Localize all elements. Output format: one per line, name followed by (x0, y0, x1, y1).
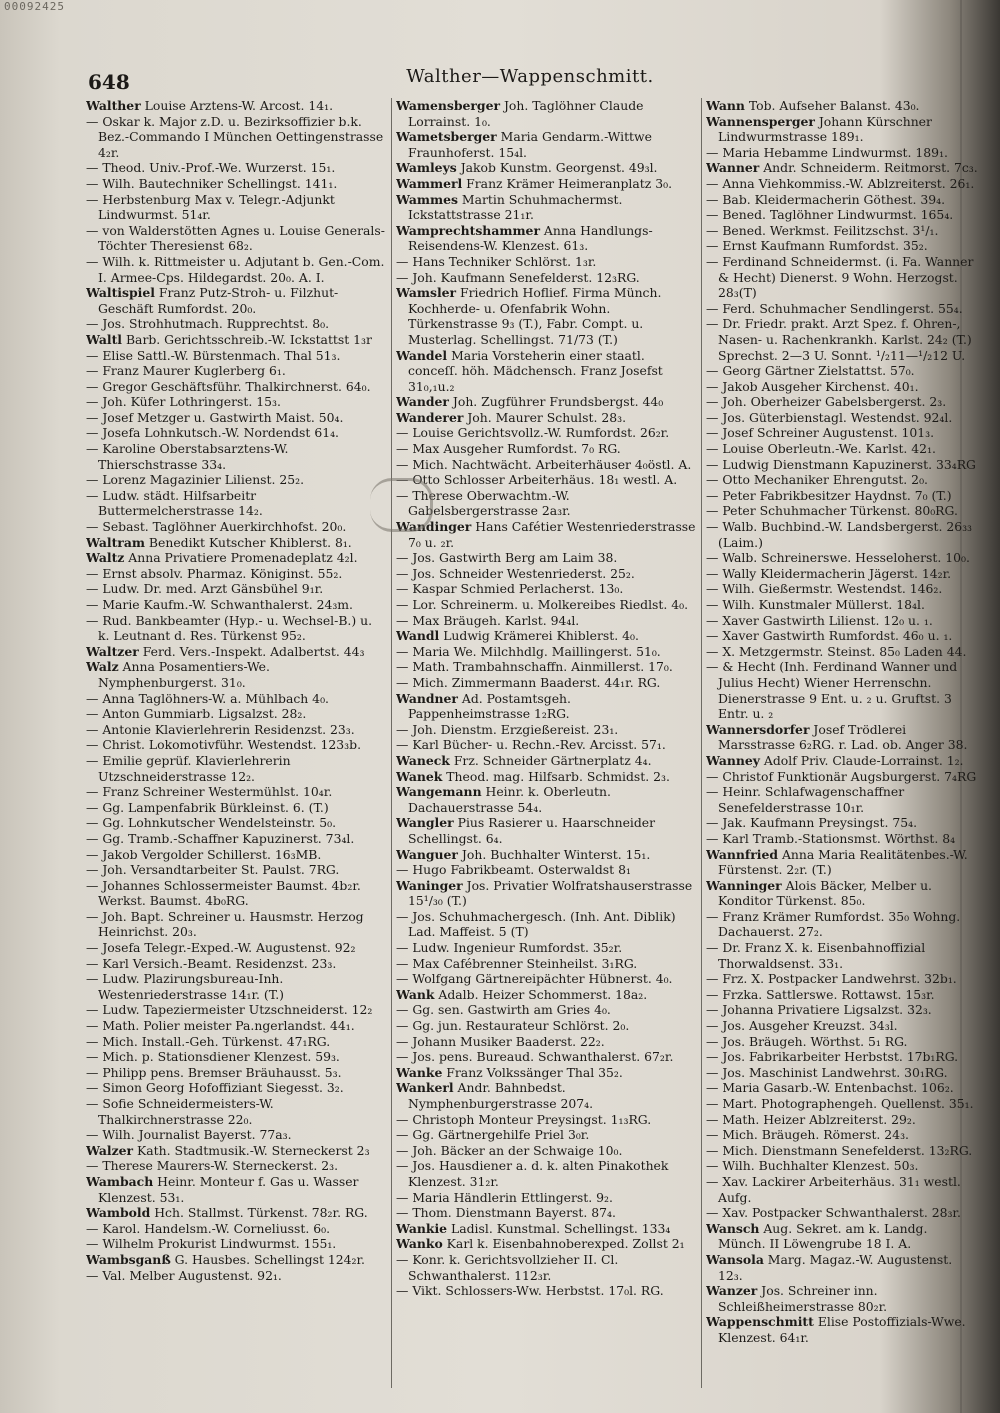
directory-entry: — Heinr. Schlafwagenschaffner Senefelderstrasse 10₁r. (706, 784, 905, 815)
directory-entry: — Wilh. Bautechniker Schellingst. 141₁. (86, 175, 338, 191)
directory-entry: — Maria Händlerin Ettlingerst. 9₂. (396, 1189, 613, 1205)
directory-entry: Waltispiel Franz Putz-Stroh- u. Filzhut-Geschäft Rumfordst. 20₀. (86, 285, 339, 316)
adjacent-page-edge (982, 70, 1000, 1370)
directory-entry: Waneck Frz. Schneider Gärtnerplatz 4₄. (396, 752, 652, 768)
directory-entry: — Anna Taglöhners-W. a. Mühlbach 4₀. (86, 690, 329, 706)
directory-entry: — Math. Trambahnschaffn. Ainmillerst. 17₀. (396, 659, 673, 675)
directory-entry: — & Hecht (Inh. Ferdinand Wanner und Julius Hecht) Wiener Herrenschn. Dienerstrasse 9 Ent. u. ₂ u. Gruftst. 3 Entr. u. ₂ (706, 659, 958, 722)
directory-entry: Wanke Franz Volkssänger Thal 35₂. (396, 1064, 623, 1080)
directory-entry: Wankie Ladisl. Kunstmal. Schellingst. 133₄ (396, 1220, 671, 1236)
directory-entry: — Peter Schuhmacher Türkenst. 80₀RG. (706, 503, 958, 519)
directory-entry: — Mich. Install.-Geh. Türkenst. 47₁RG. (86, 1033, 331, 1049)
directory-entry: — Gg. Lampenfabrik Bürkleinst. 6. (T.) (86, 799, 329, 815)
directory-entry: — Gg. Lohnkutscher Wendelsteinstr. 5₀. (86, 815, 337, 831)
directory-entry: — Joh. Kaufmann Senefelderst. 12₃RG. (396, 269, 640, 285)
directory-entry: — Rud. Bankbeamter (Hyp.- u. Wechsel-B.) u. k. Leutnant d. Res. Türkenst 95₂. (86, 612, 373, 644)
directory-entry: Walzer Kath. Stadtmusik.-W. Sterneckerst 2₃ (86, 1142, 370, 1158)
directory-entry: Wann Tob. Aufseher Balanst. 43₀. (706, 98, 920, 113)
directory-entry: — Jakob Ausgeher Kirchenst. 40₁. (706, 378, 919, 394)
directory-entry: — Dr. Franz X. k. Eisenbahnoffizial Thorwaldsenst. 33₁. (706, 940, 926, 971)
directory-entry: — Georg Gärtner Zielstattst. 57₀. (706, 363, 915, 379)
directory-entry: — Joh. Küfer Lothringerst. 15₃. (86, 394, 281, 410)
directory-entry: Wanderer Joh. Maurer Schulst. 28₃. (396, 409, 627, 425)
directory-entry: — Joh. Dienstm. Erzgießereist. 23₁. (396, 721, 619, 737)
directory-entry: Wank Adalb. Heizer Schommerst. 18a₂. (396, 986, 648, 1002)
directory-column-2 (396, 98, 696, 1388)
directory-entry: Wamensberger Joh. Taglöhner Claude Lorrainst. 1₀. (396, 98, 644, 129)
directory-entry: Wamprechtshammer Anna Handlungs-Reisendens-W. Klenzest. 61₃. (396, 222, 653, 254)
directory-entry: — Bened. Werkmst. Feilitzschst. 3¹/₁. (706, 222, 939, 238)
directory-entry: — Gg. jun. Restaurateur Schlörst. 2₀. (396, 1018, 630, 1034)
directory-entry: — Walb. Schreinerswe. Hesseloherst. 10₀. (706, 550, 970, 566)
directory-entry: — Max Ausgeher Rumfordst. 7₀ RG. (396, 441, 621, 457)
directory-entry: — Karl Versich.-Beamt. Residenzst. 23₃. (86, 955, 337, 971)
directory-entry: Wannensperger Johann Kürschner Lindwurmstrasse 189₁. (706, 113, 932, 145)
directory-entry: Wanguer Joh. Buchhalter Winterst. 15₁. (396, 846, 651, 862)
directory-entry: — Walb. Buchbind.-W. Landsbergerst. 26₃₃ (Laim.) (706, 519, 973, 550)
directory-entry: — Franz Schreiner Westermühlst. 10₄r. (86, 784, 333, 800)
directory-entry: — Christ. Lokomotivführ. Westendst. 123₃b. (86, 737, 362, 753)
directory-entry: — Ferdinand Schneidermst. (i. Fa. Wanner & Hecht) Dienerst. 9 Wohn. Herzogst. 28₃(T) (706, 253, 974, 301)
directory-entry: — Ernst Kaufmann Rumfordst. 35₂. (706, 238, 928, 254)
directory-entry: — Karoline Oberstabsarztens-W. Thierschstrasse 33₄. (86, 441, 289, 472)
directory-entry: — Franz Krämer Rumfordst. 35₀ Wohng. Dachauerst. 27₂. (706, 908, 961, 940)
directory-entry: — Wolfgang Gärtnereipächter Hübnerst. 4₀. (396, 971, 673, 987)
directory-column-3 (706, 98, 978, 1388)
directory-entry: — Wilhelm Prokurist Lindwurmst. 155₁. (86, 1236, 337, 1252)
directory-entry: — Maria We. Milchhdlg. Maillingerst. 51₀. (396, 643, 661, 659)
directory-entry: — Konr. k. Gerichtsvollzieher II. Cl. Schwanthalerst. 112₃r. (396, 1251, 619, 1283)
directory-entry: Wankerl Andr. Bahnbedst. Nymphenburgerstrasse 207₄. (396, 1080, 594, 1111)
directory-entry: — Jos. Hausdiener a. d. k. alten Pinakothek Klenzest. 31₂r. (396, 1158, 669, 1189)
directory-entry: — Ludwig Dienstmann Kapuzinerst. 33₄RG (706, 456, 976, 472)
directory-entry: — Wilh. Buchhalter Klenzest. 50₃. (706, 1158, 919, 1174)
directory-entry: — Jos. pens. Bureaud. Schwanthalerst. 67₂r. (396, 1049, 674, 1065)
directory-entry: Wansch Aug. Sekret. am k. Landg. Münch. II Löwengrube 18 I. A. (706, 1220, 928, 1252)
directory-entry: Wanko Karl k. Eisenbahnoberexped. Zollst 2₁ (396, 1236, 685, 1252)
directory-entry: Wandel Maria Vorsteherin einer staatl. conceſſ. höh. Mädchensch. Franz Josefst 31₀,₁u.₂ (396, 347, 663, 394)
directory-entry: — Gregor Geschäftsführ. Thalkirchnerst. 64₀. (86, 378, 371, 394)
running-head: Walther—Wappenschmitt. (406, 66, 654, 87)
directory-entry: — Maria Hebamme Lindwurmst. 189₁. (706, 144, 948, 160)
directory-entry: Waltz Anna Privatiere Promenadeplatz 4₂l. (86, 550, 358, 566)
directory-entry: Wamsler Friedrich Hoflief. Firma Münch. Kochherde- u. Ofenfabrik Wohn. Türkenstrasse 9₃ (T.), Fabr. Compt. u. Musterlag. Schellingst. 71/73 (T.) (396, 285, 662, 347)
directory-entry: — Xav. Postpacker Schwanthalerst. 28₃r. (706, 1205, 961, 1221)
directory-entry: — Wilh. Gießermstr. Westendst. 146₂. (706, 581, 943, 597)
directory-entry: Wandner Ad. Postamtsgeh. Pappenheimstrasse 1₂RG. (396, 690, 571, 722)
directory-entry: — Oskar k. Major z.D. u. Bezirksoffizier b.k. Bez.-Commando I München Oettingenstrasse 4₂r. (86, 113, 384, 160)
directory-entry: Wandl Ludwig Krämerei Khiblerst. 4₀. (396, 628, 639, 644)
directory-entry: Wamleys Jakob Kunstm. Georgenst. 49₃l. (396, 160, 658, 176)
directory-entry: — Mart. Photographengeh. Quellenst. 35₁. (706, 1096, 974, 1111)
directory-entry: — Josefa Lohnkutsch.-W. Nordendst 61₄. (86, 425, 339, 441)
directory-entry: — Otto Mechaniker Ehrengutst. 2₀. (706, 472, 928, 488)
directory-entry: — Wilh. Kunstmaler Müllerst. 18₄l. (706, 597, 925, 612)
directory-entry: — Jakob Vergolder Schillerst. 16₃MB. (86, 846, 322, 862)
directory-entry: Wammerl Franz Krämer Heimeranplatz 3₀. (396, 175, 673, 191)
directory-entry: — Kaspar Schmied Perlacherst. 13₀. (396, 581, 624, 597)
directory-entry: — Anton Gummiarb. Ligsalzst. 28₂. (86, 706, 307, 722)
directory-entry: Wanninger Alois Bäcker, Melber u. Konditor Türkenst. 85₀. (706, 877, 932, 909)
directory-entry: — Vikt. Schlossers-Ww. Herbstst. 17₀l. RG. (396, 1283, 664, 1299)
directory-entry: — Hans Techniker Schlörst. 1₃r. (396, 253, 597, 269)
directory-entry: — Gg. sen. Gastwirth am Gries 4₀. (396, 1002, 611, 1018)
directory-entry: — Wilh. Journalist Bayerst. 77a₃. (86, 1127, 292, 1143)
directory-entry: Wambach Heinr. Monteur f. Gas u. Wasser Klenzest. 53₁. (86, 1173, 359, 1205)
directory-entry: — Mich. Nachtwächt. Arbeiterhäuser 4₀östl. A. (396, 456, 692, 472)
directory-entry: — Johann Musiker Baaderst. 22₂. (396, 1033, 605, 1049)
directory-entry: — Josefa Telegr.-Exped.-W. Augustenst. 92₂ (86, 940, 356, 956)
directory-entry: — Jos. Schneider Westenriederst. 25₂. (396, 565, 635, 581)
directory-entry: — Mich. p. Stationsdiener Klenzest. 59₃. (86, 1049, 340, 1065)
directory-entry: — Thom. Dienstmann Bayerst. 87₄. (396, 1205, 616, 1221)
directory-entry: — Lor. Schreinerm. u. Molkereibes Riedlst. 4₀. (396, 597, 689, 612)
directory-entry: — Max Cafébrenner Steinheilst. 3₁RG. (396, 955, 638, 971)
directory-entry: — Herbstenburg Max v. Telegr.-Adjunkt Lindwurmst. 51₄r. (86, 191, 335, 223)
directory-entry: — Wilh. k. Rittmeister u. Adjutant b. Gen.-Com. I. Armee-Cps. Hildegardst. 20₀. A. I. (86, 253, 385, 285)
directory-entry: Wangemann Heinr. k. Oberleutn. Dachauerstrasse 54₄. (396, 784, 611, 815)
directory-entry: Wanner Andr. Schneiderm. Reitmorst. 7c₃. (706, 160, 978, 176)
page-number: 648 (88, 70, 130, 94)
directory-column-1 (86, 98, 386, 1388)
directory-entry: Waltl Barb. Gerichtsschreib.-W. Ickstattst 1₃r (86, 331, 372, 347)
directory-entry: — Peter Fabrikbesitzer Haydnst. 7₀ (T.) (706, 487, 952, 503)
directory-entry: Wanney Adolf Priv. Claude-Lorrainst. 1₂. (706, 752, 964, 768)
directory-entry: — Gg. Tramb.-Schaffner Kapuzinerst. 73₄l. (86, 830, 355, 846)
directory-entry: — Jos. Schuhmachergesch. (Inh. Ant. Diblik) Lad. Maffeist. 5 (T) (396, 908, 676, 940)
directory-entry: — Mich. Dienstmann Senefelderst. 13₂RG. (706, 1142, 973, 1158)
directory-entry: Waltzer Ferd. Vers.-Inspekt. Adalbertst. 44₃ (86, 643, 365, 659)
directory-entry: — Xav. Lackirer Arbeiterhäus. 31₁ westl. Aufg. (706, 1173, 961, 1205)
directory-entry: — Mich. Bräugeh. Römerst. 24₃. (706, 1127, 909, 1143)
directory-entry: — Ludw. Plazirungsbureau-Inh. Westenriederstrasse 14₁r. (T.) (86, 971, 284, 1002)
directory-entry: — Christoph Monteur Preysingst. 1₁₃RG. (396, 1111, 652, 1127)
directory-entry: — Franz Maurer Kuglerberg 6₁. (86, 363, 286, 379)
directory-entry: — Xaver Gastwirth Lilienst. 12₀ u. ₁. (706, 612, 933, 628)
directory-entry: — Ludw. Ingenieur Rumfordst. 35₂r. (396, 940, 623, 956)
directory-entry: — Frz. X. Postpacker Landwehrst. 32b₁. (706, 971, 957, 987)
directory-entry: — Wally Kleidermacherin Jägerst. 14₂r. (706, 565, 952, 581)
directory-entry: — Joh. Bapt. Schreiner u. Hausmstr. Herzog Heinrichst. 20₃. (86, 908, 364, 940)
directory-entry: — Jos. Bräugeh. Wörthst. 5₁ RG. (706, 1033, 908, 1049)
directory-entry: — Johannes Schlossermeister Baumst. 4b₂r. Werkst. Baumst. 4b₀RG. (86, 877, 361, 909)
directory-entry: — Marie Kaufm.-W. Schwanthalerst. 24₃m. (86, 597, 353, 612)
directory-entry: Wangler Pius Rasierer u. Haarschneider Schellingst. 6₄. (396, 815, 656, 846)
directory-entry: — Theod. Univ.-Prof.-We. Wurzerst. 15₁. (86, 160, 336, 176)
directory-entry: Waltram Benedikt Kutscher Khiblerst. 8₁. (86, 534, 352, 550)
directory-entry: Wappenschmitt Elise Postoffizials-Wwe. Klenzest. 64₁r. (706, 1314, 966, 1345)
directory-entry: Wammes Martin Schuhmachermst. Ickstattstrasse 21₁r. (396, 191, 623, 223)
directory-entry: Wandinger Hans Cafétier Westenriederstrasse 7₀ u. ₂r. (396, 519, 696, 550)
directory-entry: — Math. Polier meister Pa.ngerlandst. 44₁. (86, 1018, 355, 1034)
directory-entry: — Ludw. städt. Hilfsarbeitr Buttermelcherstrasse 14₂. (86, 487, 263, 519)
directory-entry: — Jos. Ausgeher Kreuzst. 34₃l. (706, 1018, 898, 1034)
directory-entry: — Christof Funktionär Augsburgerst. 7₄RG (706, 768, 977, 784)
directory-entry: — Therese Maurers-W. Sterneckerst. 2₃. (86, 1158, 339, 1174)
directory-entry: — Josef Metzger u. Gastwirth Maist. 50₄. (86, 409, 344, 425)
directory-entry: — Maria Gasarb.-W. Entenbachst. 106₂. (706, 1080, 954, 1096)
directory-entry: — von Walderstötten Agnes u. Louise Generals-Töchter Theresienst 68₂. (86, 222, 385, 254)
directory-entry: — Frzka. Sattlerswe. Rottawst. 15₃r. (706, 986, 935, 1002)
directory-entry: — Dr. Friedr. prakt. Arzt Spez. f. Ohren-, Nasen- u. Rachenkrankh. Karlst. 24₂ (T.) Sprechst. 2—3 U. Sonnt. ¹/₂11—¹/₂12 U. (706, 316, 972, 363)
directory-entry: — Karl Tramb.-Stationsmst. Wörthst. 8₄ (706, 830, 956, 846)
directory-entry: — Lorenz Magazinier Lilienst. 25₂. (86, 472, 305, 488)
directory-entry: — Hugo Fabrikbeamt. Osterwaldst 8₁ (396, 862, 631, 878)
directory-entry: — Simon Georg Hofoffiziant Siegesst. 3₂. (86, 1080, 344, 1096)
directory-entry: — Therese Oberwachtm.-W. Gabelsbergerstrasse 2a₃r. (396, 487, 571, 519)
directory-entry: Wannfried Anna Maria Realitätenbes.-W. Fürstenst. 2₂r. (T.) (706, 846, 968, 878)
directory-entry: Wansola Marg. Magaz.-W. Augustenst. 12₃. (706, 1251, 953, 1283)
paper-clip-shadow (370, 478, 433, 532)
directory-entry: — Jos. Maschinist Landwehrst. 30₁RG. (706, 1064, 948, 1080)
directory-entry: — Ludw. Dr. med. Arzt Gänsbühel 9₁r. (86, 581, 324, 597)
directory-entry: Walz Anna Posamentiers-We. Nymphenburgerst. 31₀. (86, 659, 270, 690)
directory-entry: — Gg. Gärtnergehilfe Priel 3₀r. (396, 1127, 590, 1143)
directory-entry: — Louise Oberleutn.-We. Karlst. 42₁. (706, 441, 936, 457)
column-rule (701, 98, 702, 1388)
directory-entry: — Josef Schreiner Augustenst. 101₃. (706, 425, 935, 441)
directory-entry: — Mich. Zimmermann Baaderst. 44₁r. RG. (396, 674, 661, 690)
directory-entry: Wametsberger Maria Gendarm.-Wittwe Fraunhoferst. 15₄l. (396, 129, 652, 160)
directory-entry: — Joh. Bäcker an der Schwaige 10₀. (396, 1142, 623, 1158)
directory-entry: — Val. Melber Augustenst. 92₁. (86, 1267, 282, 1283)
directory-entry: — Johanna Privatiere Ligsalzst. 32₃. (706, 1002, 932, 1018)
directory-entry: — Elise Sattl.-W. Bürstenmach. Thal 51₃. (86, 347, 341, 363)
directory-entry: — Anna Viehkommiss.-W. Ablzreiterst. 26₁. (706, 175, 975, 191)
directory-entry: Wander Joh. Zugführer Frundsbergst. 44₀ (396, 394, 664, 410)
directory-entry: — Sofie Schneidermeisters-W. Thalkirchnerstrasse 22₀. (86, 1096, 274, 1127)
directory-entry: Wambsganß G. Hausbes. Schellingst 124₂r. (86, 1251, 365, 1267)
directory-entry: — Ernst absolv. Pharmaz. Königinst. 55₂. (86, 565, 343, 581)
directory-entry: — Jos. Strohhutmach. Rupprechtst. 8₀. (86, 316, 330, 332)
directory-entry: — Karol. Handelsm.-W. Corneliusst. 6₀. (86, 1220, 331, 1236)
directory-entry: — Bab. Kleidermacherin Göthest. 39₄. (706, 191, 946, 207)
directory-entry: Wannersdorfer Josef Trödlerei Marsstrasse 6₂RG. r. Lad. ob. Anger 38. (706, 721, 968, 753)
scan-id: 00092425 (4, 0, 65, 13)
directory-entry: — Xaver Gastwirth Rumfordst. 46₀ u. ₁. (706, 628, 953, 644)
directory-entry: — Emilie geprüf. Klavierlehrerin Utzschneiderstrasse 12₂. (86, 752, 291, 784)
directory-entry: — Jos. Güterbienstagl. Westendst. 92₄l. (706, 409, 953, 425)
column-rule (391, 98, 392, 1388)
directory-entry: — Ferd. Schuhmacher Sendlingerst. 55₄. (706, 300, 963, 316)
directory-entry: — Joh. Versandtarbeiter St. Paulst. 7RG. (86, 862, 340, 878)
directory-entry: — Karl Bücher- u. Rechn.-Rev. Arcisst. 57₁. (396, 737, 666, 753)
directory-entry: — Jos. Gastwirth Berg am Laim 38. (396, 550, 618, 566)
directory-entry: Wambold Hch. Stallmst. Türkenst. 78₂r. RG. (86, 1205, 368, 1221)
directory-entry: — Jos. Fabrikarbeiter Herbstst. 17b₁RG. (706, 1049, 959, 1065)
directory-entry: — Joh. Oberheizer Gabelsbergerst. 2₃. (706, 394, 947, 410)
directory-entry: — Math. Heizer Ablzreiterst. 29₂. (706, 1111, 916, 1127)
directory-entry: — Louise Gerichtsvollz.-W. Rumfordst. 26₂r. (396, 425, 670, 441)
directory-entry: Walther Louise Arztens-W. Arcost. 14₁. (86, 98, 334, 113)
directory-entry: Waninger Jos. Privatier Wolfratshauserstrasse 15¹/₃₀ (T.) (396, 877, 693, 909)
directory-entry: — Philipp pens. Bremser Bräuhausst. 5₃. (86, 1064, 342, 1080)
directory-entry: — X. Metzgermstr. Steinst. 85₀ Laden 44. (706, 643, 967, 659)
directory-entry: — Antonie Klavierlehrerin Residenzst. 23₃. (86, 721, 355, 737)
directory-entry: Wanzer Jos. Schreiner inn. Schleißheimerstrasse 80₂r. (706, 1283, 888, 1314)
directory-entry: — Jak. Kaufmann Preysingst. 75₄. (706, 815, 918, 831)
directory-entry: — Bened. Taglöhner Lindwurmst. 165₄. (706, 207, 954, 223)
directory-entry: — Max Bräugeh. Karlst. 94₄l. (396, 612, 580, 628)
directory-entry: — Sebast. Taglöhner Auerkirchhofst. 20₀. (86, 519, 347, 535)
directory-entry: Wanek Theod. mag. Hilfsarb. Schmidst. 2₃. (396, 768, 670, 784)
directory-entry: — Ludw. Tapeziermeister Utzschneiderst. 12₂ (86, 1002, 373, 1018)
directory-entry: — Otto Schlosser Arbeiterhäus. 18₁ westl. A. (396, 472, 678, 488)
